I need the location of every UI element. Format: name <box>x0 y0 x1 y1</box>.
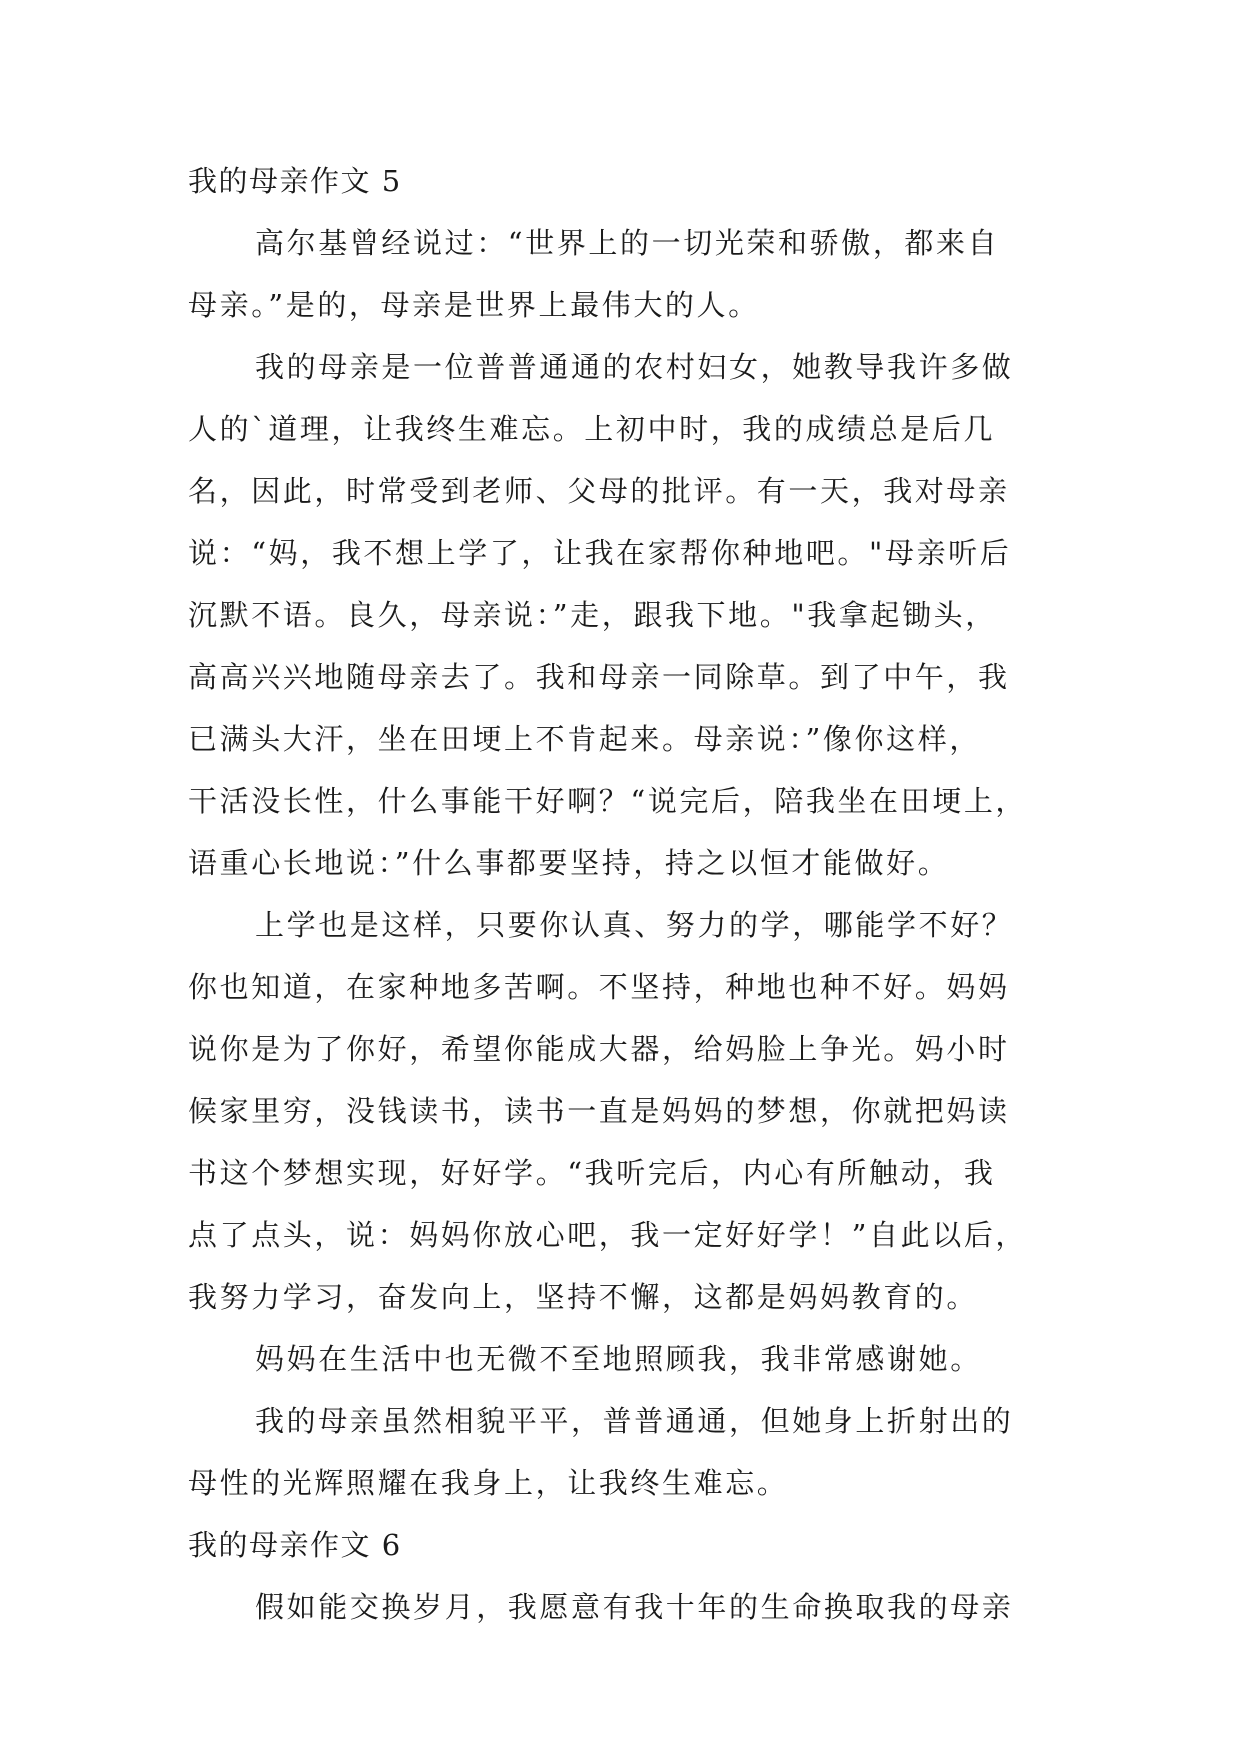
text-line: 假如能交换岁月，我愿意有我十年的生命换取我的母亲 <box>255 1590 1014 1624</box>
text-line: 语重心长地说：”什么事都要坚持，持之以恒才能做好。 <box>188 846 950 880</box>
document-body <box>188 150 1054 1638</box>
section-title-essay-6: 我的母亲作文 6 <box>188 1528 402 1562</box>
section-title-essay-5: 我的母亲作文 5 <box>188 164 402 198</box>
text-line: 我的母亲是一位普普通通的农村妇女，她教导我许多做 <box>255 350 1014 384</box>
text-line: 说：“妈，我不想上学了，让我在家帮你种地吧。"母亲听后 <box>188 536 1012 570</box>
text-line: 说你是为了你好，希望你能成大器，给妈脸上争光。妈小时 <box>188 1032 1010 1066</box>
text-line: 你也知道，在家种地多苦啊。不坚持，种地也种不好。妈妈 <box>188 970 1010 1004</box>
text-line: 点了点头，说：妈妈你放心吧，我一定好好学！”自此以后， <box>188 1218 1028 1252</box>
text-line: 高高兴兴地随母亲去了。我和母亲一同除草。到了中午，我 <box>188 660 1010 694</box>
text-line: 人的`道理，让我终生难忘。上初中时，我的成绩总是后几 <box>188 412 996 446</box>
text-line: 书这个梦想实现，好好学。“我听完后，内心有所触动，我 <box>188 1156 996 1190</box>
text-line: 已满头大汗，坐在田埂上不肯起来。母亲说：”像你这样， <box>188 722 981 756</box>
text-line: 名，因此，时常受到老师、父母的批评。有一天，我对母亲 <box>188 474 1010 508</box>
text-line: 高尔基曾经说过：“世界上的一切光荣和骄傲，都来自 <box>255 226 1000 260</box>
text-line: 我努力学习，奋发向上，坚持不懈，这都是妈妈教育的。 <box>188 1280 979 1314</box>
text-line: 候家里穷，没钱读书，读书一直是妈妈的梦想，你就把妈读 <box>188 1094 1010 1128</box>
text-line: 上学也是这样，只要你认真、努力的学，哪能学不好？ <box>255 908 1014 942</box>
text-line: 干活没长性，什么事能干好啊？“说完后，陪我坐在田埂上， <box>188 784 1028 818</box>
text-line: 我的母亲虽然相貌平平，普普通通，但她身上折射出的 <box>255 1404 1014 1438</box>
text-line: 沉默不语。良久，母亲说：”走，跟我下地。"我拿起锄头， <box>188 598 997 632</box>
text-line: 母亲。”是的，母亲是世界上最伟大的人。 <box>188 288 760 322</box>
text-line: 母性的光辉照耀在我身上，让我终生难忘。 <box>188 1466 789 1500</box>
text-line: 妈妈在生活中也无微不至地照顾我，我非常感谢她。 <box>255 1342 982 1376</box>
